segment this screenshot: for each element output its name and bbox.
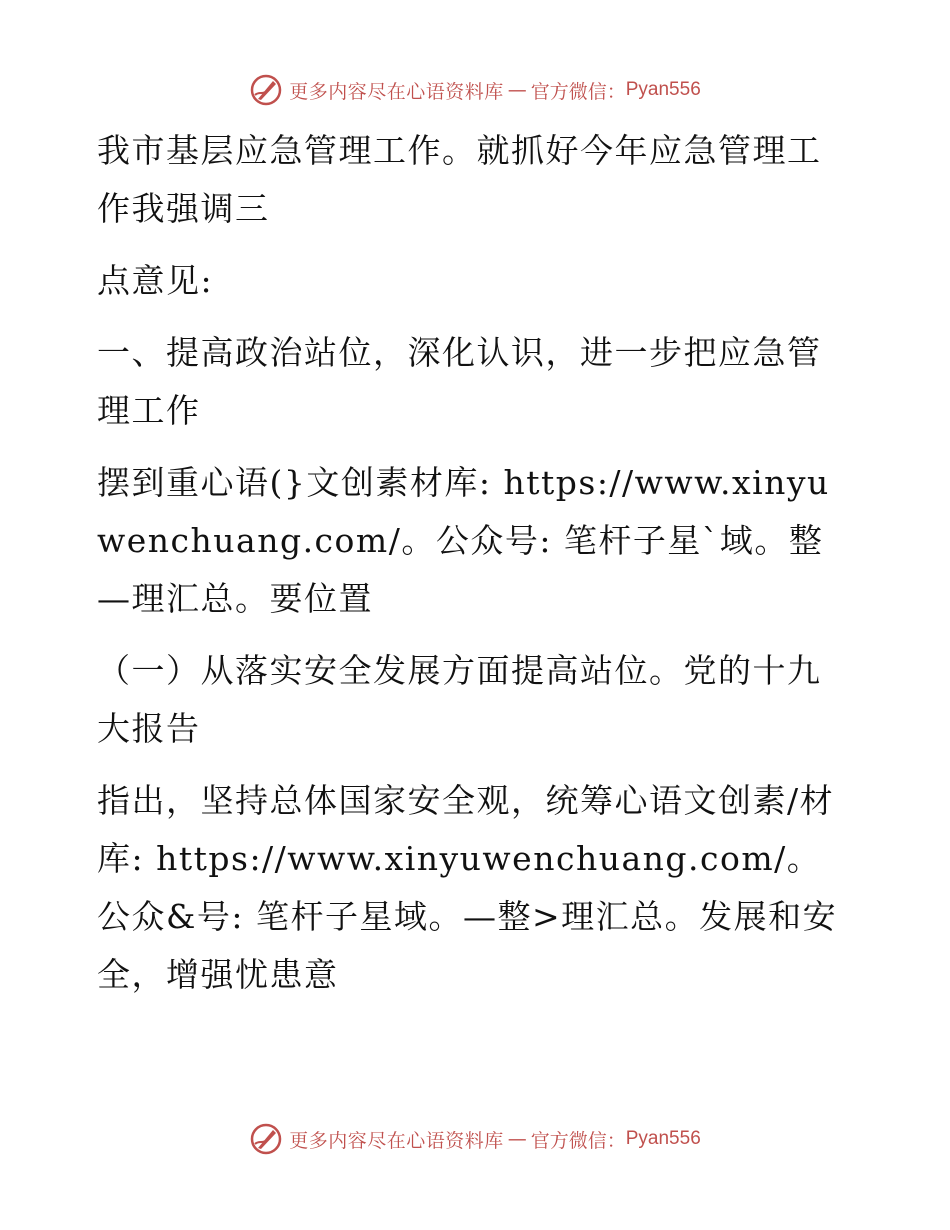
paragraph-6: 指出，坚持总体国家安全观，统筹心语文创素/材库: https://www.xinyuwenchuang.com/。公众&号: 笔杆子星域。—整>理汇总。发展和安全，增强忧患意 — [97, 781, 838, 994]
footer-separator: — — [507, 1128, 527, 1150]
paragraph-3: 一、提高政治站位，深化认识，进一步把应急管理工作 — [97, 333, 822, 430]
quill-circle-logo-icon — [249, 1122, 283, 1156]
footer-wechat-label: 官方微信： — [530, 1129, 626, 1152]
header-banner — [0, 70, 950, 110]
paragraph-2: 点意见: — [97, 261, 214, 300]
header-separator: — — [507, 79, 527, 101]
paragraph-5: （一）从落实安全发展方面提高站位。党的十九大报告 — [97, 651, 822, 748]
footer-wechat-id: Pyan556 — [625, 1128, 701, 1149]
header-brand-text: 更多内容尽在心语资料库 — [289, 80, 504, 103]
footer-brand-text: 更多内容尽在心语资料库 — [289, 1129, 504, 1152]
header-wechat-label: 官方微信： — [530, 80, 626, 103]
paragraph-1: 我市基层应急管理工作。就抓好今年应急管理工作我强调三 — [97, 131, 822, 228]
footer-banner — [0, 1119, 950, 1159]
document-body — [97, 122, 842, 1018]
header-wechat-id: Pyan556 — [625, 79, 701, 100]
paragraph-4: 摆到重心语(}文创素材库: https://www.xinyuwenchuang.com/。公众号: 笔杆子星`域。整—理汇总。要位置 — [97, 463, 830, 618]
quill-circle-logo-icon — [249, 73, 283, 107]
